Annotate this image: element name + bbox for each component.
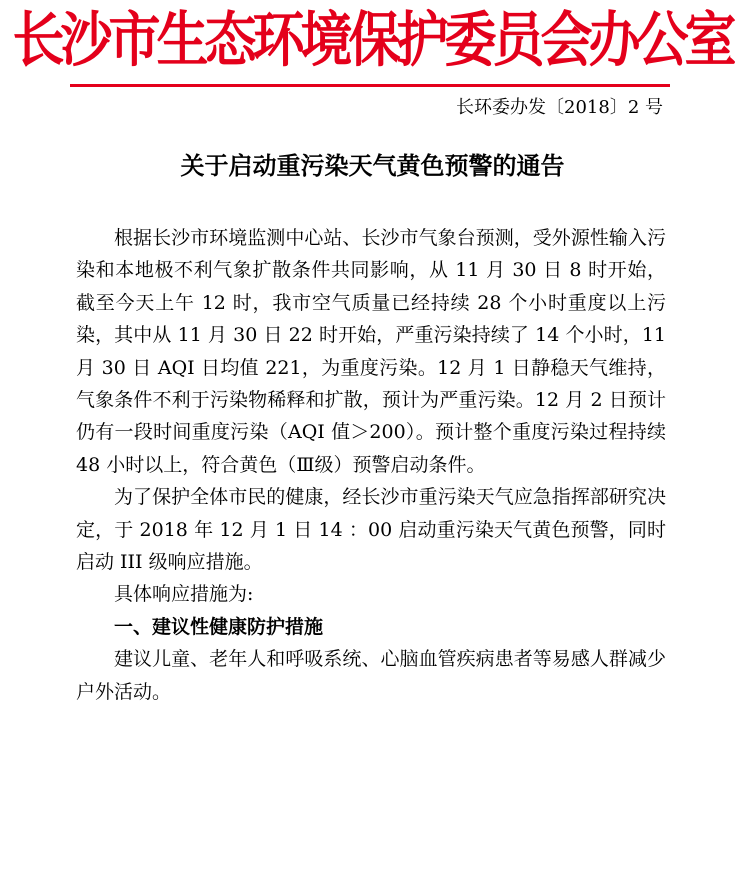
document-number: 长环委办发〔2018〕2 号 bbox=[456, 97, 663, 118]
paragraph-forecast: 根据长沙市环境监测中心站、长沙市气象台预测，受外源性输入污染和本地极不利气象扩散条件共同影响，从 11 月 30 日 8 时开始，截至今天上午 12 时，我市空气质量已经持续 28 个小时重度以上污染，其中从 11 月 30 日 22 时开始，严重污染持续了 14 个小时，11 月 30 日 AQI 日均值 221，为重度污染。12 月 1 日静稳天气维持，气象条件不利于污染物稀释和扩散，预计为严重污染。12 月 2 日预计仍有一段时间重度污染（AQI 值＞200）。预计整个重度污染过程持续 48 小时以上，符合黄色（Ⅲ级）预警启动条件。 bbox=[76, 227, 666, 476]
issuing-office-title: 长沙市生态环境保护委员会办公室 bbox=[12, 5, 733, 76]
section-heading-health: 一、建议性健康防护措施 bbox=[114, 615, 324, 638]
paragraph-health-advice: 建议儿童、老年人和呼吸系统、心脑血管疾病患者等易感人群减少户外活动。 bbox=[76, 648, 666, 703]
notice-body bbox=[76, 222, 666, 708]
notice-title: 关于启动重污染天气黄色预警的通告 bbox=[180, 151, 565, 180]
paragraph-measures-intro: 具体响应措施为: bbox=[114, 583, 254, 606]
paragraph-decision: 为了保护全体市民的健康，经长沙市重污染天气应急指挥部研究决定，于 2018 年 12 月 1 日 14 ：00 启动重污染天气黄色预警，同时启动 III 级响应措施。 bbox=[76, 486, 666, 574]
red-divider-line bbox=[70, 84, 670, 87]
